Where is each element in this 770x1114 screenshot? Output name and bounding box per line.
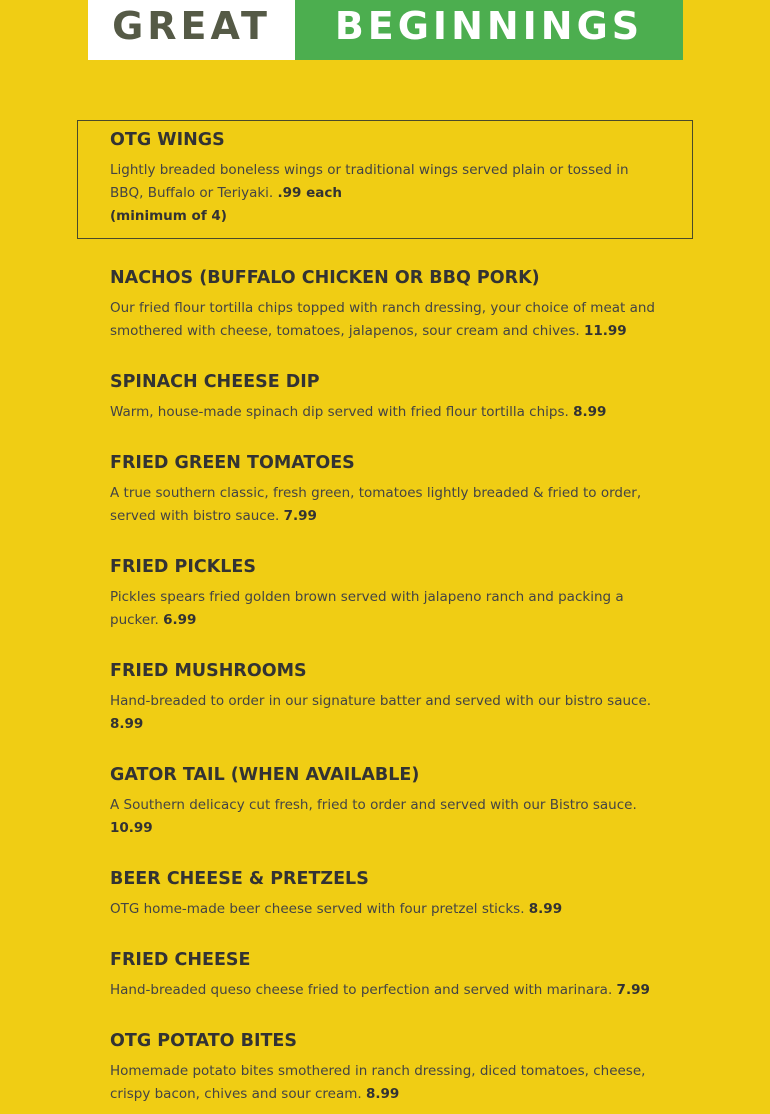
menu-item-featured <box>110 129 670 228</box>
menu-item-note: (minimum of 4) <box>110 208 227 224</box>
menu-item-description-text: A true southern classic, fresh green, tomatoes lightly breaded & fried to order, served with bistro sauce. <box>110 485 642 524</box>
menu-item-price: .99 each <box>277 185 342 201</box>
menu-item-description <box>110 159 640 205</box>
menu-item-price: 10.99 <box>110 820 153 836</box>
menu-item <box>110 949 670 1002</box>
menu-item-price: 7.99 <box>616 982 650 998</box>
menu-item-title: FRIED MUSHROOMS <box>110 661 307 681</box>
banner-title-left: GREAT <box>112 4 271 48</box>
menu-item <box>110 267 670 343</box>
menu-item <box>110 764 670 840</box>
menu-item-title: FRIED GREEN TOMATOES <box>110 453 355 473</box>
banner-left-panel <box>88 0 295 60</box>
menu-item-title: OTG WINGS <box>110 130 225 150</box>
menu-item-description <box>110 1060 670 1106</box>
menu-item-price: 8.99 <box>110 716 144 732</box>
menu-item-description <box>110 979 670 1002</box>
menu-item-price: 6.99 <box>163 612 197 628</box>
menu-item-title: OTG POTATO BITES <box>110 1031 297 1051</box>
menu-item-description <box>110 898 670 921</box>
menu-item <box>110 371 670 424</box>
menu-item-description-text: OTG home-made beer cheese served with four pretzel sticks. <box>110 901 529 917</box>
menu-item-price: 11.99 <box>583 323 627 339</box>
menu-item-price: 7.99 <box>283 508 317 524</box>
banner-right-panel <box>295 0 683 60</box>
menu-item <box>110 1030 670 1106</box>
menu-item-description <box>110 794 670 840</box>
menu-item-description <box>110 482 670 528</box>
menu-item-title: GATOR TAIL (WHEN AVAILABLE) <box>110 765 420 785</box>
menu-item-price: 8.99 <box>528 901 563 917</box>
menu-item-price: 8.99 <box>366 1086 400 1102</box>
menu-item-description-text: Hand-breaded queso cheese fried to perfection and served with marinara. <box>110 982 617 998</box>
menu-item-description <box>110 586 640 632</box>
menu-item-description-text: Hand-breaded to order in our signature batter and served with our bistro sauce. <box>110 693 652 709</box>
menu-item-title: NACHOS (BUFFALO CHICKEN OR BBQ PORK) <box>110 268 540 288</box>
menu-item <box>110 868 670 921</box>
menu-item-description <box>110 401 670 424</box>
menu-item-title: BEER CHEESE & PRETZELS <box>110 869 369 889</box>
menu-item-description-text: Warm, house-made spinach dip served with fried flour tortilla chips. <box>110 404 574 420</box>
menu-item-title: FRIED PICKLES <box>110 557 256 577</box>
menu-item-description <box>110 297 670 343</box>
menu-item-description-text: A Southern delicacy cut fresh, fried to order and served with our Bistro sauce. <box>110 797 637 813</box>
menu-item <box>110 556 670 632</box>
menu-item <box>110 660 670 736</box>
menu-item-description-text: Pickles spears fried golden brown served with jalapeno ranch and packing a pucker. <box>110 589 624 628</box>
menu-item-title: FRIED CHEESE <box>110 950 251 970</box>
menu-item-price: 8.99 <box>573 404 607 420</box>
menu-item <box>110 452 670 528</box>
menu-item-description-text: Our fried flour tortilla chips topped with ranch dressing, your choice of meat and smothered with cheese, tomatoes, jalapenos, sour cream and chives. <box>110 300 656 339</box>
menu-item-description-text: Lightly breaded boneless wings or traditional wings served plain or tossed in BBQ, Buffalo or Teriyaki. <box>110 162 629 201</box>
section-banner <box>88 0 683 60</box>
menu-item-description-text: Homemade potato bites smothered in ranch dressing, diced tomatoes, cheese, crispy bacon, chives and sour cream. <box>110 1063 646 1102</box>
menu-item-title: SPINACH CHEESE DIP <box>110 372 320 392</box>
banner-title-right: BEGINNINGS <box>334 4 644 48</box>
menu-item-description <box>110 690 670 736</box>
